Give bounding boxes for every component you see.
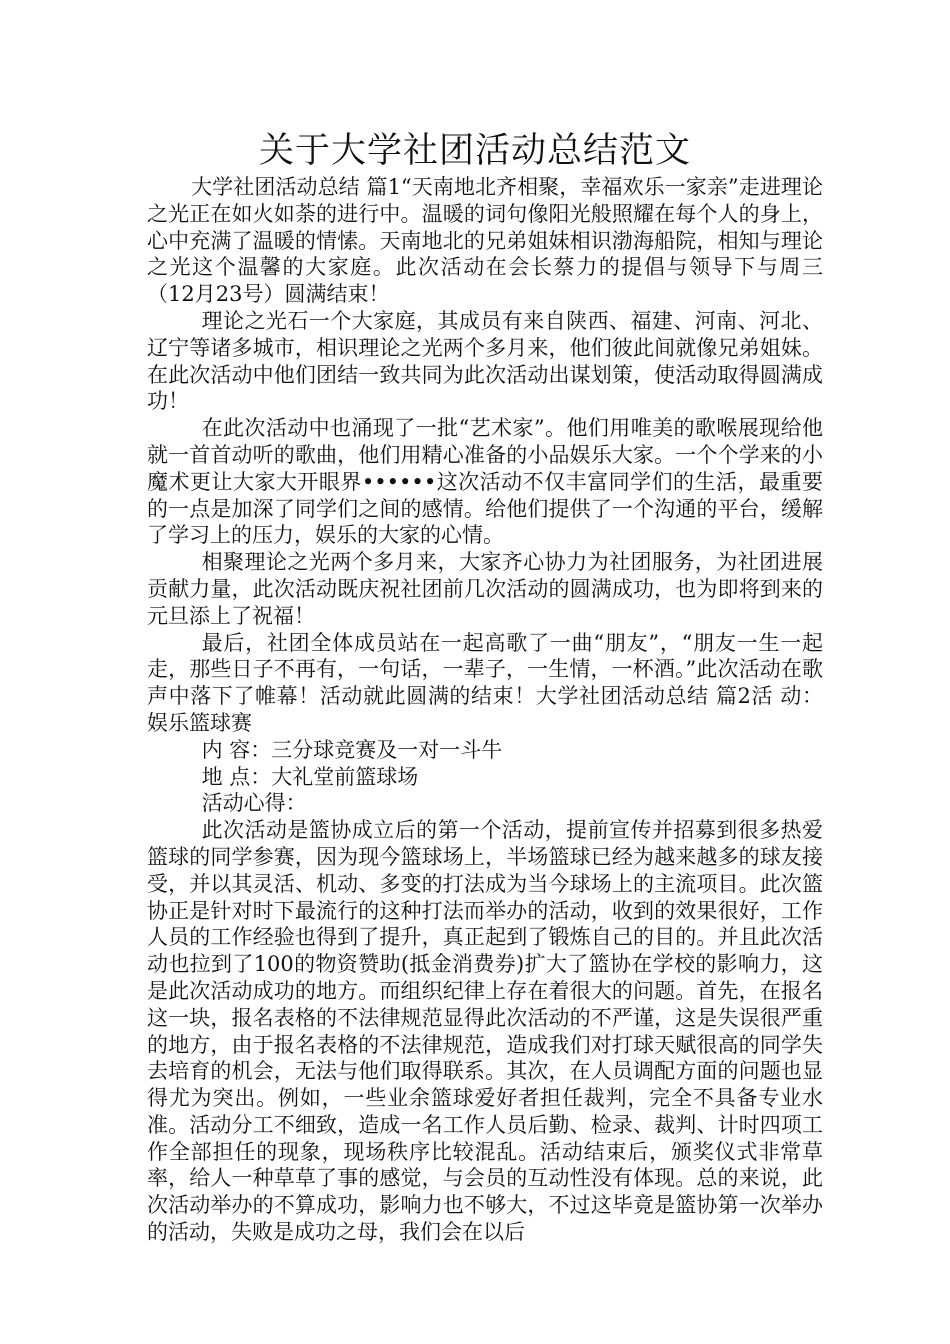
event-location-line: 地 点：大礼堂前篮球场 [201,764,419,789]
event-reflection-heading: 活动心得： [201,791,307,816]
paragraph-2: 理论之光石一个大家庭，其成员有来自陕西、福建、河南、河北、辽宁等诸多城市，相识理论之光两个多月来，他们彼此间就像兄弟姐妹。在此次活动中他们团结一致共同为此次活动出谋划策，使活动取得圆满成功！ [147,308,823,414]
document-body [147,174,823,1246]
paragraph-reflection: 此次活动是篮协成立后的第一个活动，提前宣传并招募到很多热爱篮球的同学参赛，因为现今篮球场上，半场篮球已经为越来越多的球友接受，并以其灵活、机动、多变的打法成为当今球场上的主流项目。此次篮协正是针对时下最流行的这种打法而举办的活动，收到的效果很好，工作人员的工作经验也得到了提升，真正起到了锻炼自己的目的。并且此次活动也拉到了100的物资赞助(抵金消费券)扩大了篮协在学校的影响力，这是此次活动成功的地方。而组织纪律上存在着很大的问题。首先，在报名这一块，报名表格的不法律规范显得此次活动的不严谨，这是失误很严重的地方，由于报名表格的不法律规范，造成我们对打球天赋很高的同学失去培育的机会，无法与他们取得联系。其次，在人员调配方面的问题也显得尤为突出。例如，一些业余篮球爱好者担任裁判，完全不具备专业水准。活动分工不细致，造成一名工作人员后勤、检录、裁判、计时四项工作全部担任的现象，现场秩序比较混乱。活动结束后，颁奖仪式非常草率，给人一种草草了事的感觉，与会员的互动性没有体现。总的来说，此次活动举办的不算成功，影响力也不够大，不过这毕竟是篮协第一次举办的活动，失败是成功之母，我们会在以后 [147,818,823,1245]
paragraph-3: 在此次活动中也涌现了一批“艺术家”。他们用唯美的歌喉展现给他就一首首动听的歌曲，他们用精心准备的小品娱乐大家。一个个学来的小魔术更让大家大开眼界••••••这次活动不仅丰富同学们的生活，最重要的一点是加深了同学们之间的感情。给他们提供了一个沟通的平台，缓解了学习上的压力，娱乐的大家的心情。 [147,416,823,548]
paragraph-5: 最后，社团全体成员站在一起高歌了一曲“朋友”，“朋友一生一起走，那些日子不再有，一句话，一辈子，一生情，一杯酒。”此次活动在歌声中落下了帷幕！活动就此圆满的结束！大学社团活动总结 篇2活 动：娱乐篮球赛 [147,630,823,735]
paragraph-1: 大学社团活动总结 篇1“天南地北齐相聚，幸福欢乐一家亲”走进理论之光正在如火如荼的进行中。温暖的词句像阳光般照耀在每个人的身上，心中充满了温暖的情愫。天南地北的兄弟姐妹相识渤海船院，相知与理论之光这个温馨的大家庭。此次活动在会长蔡力的提倡与领导下与周三（12月23号）圆满结束！ [147,175,823,307]
paragraph-4: 相聚理论之光两个多月来，大家齐心协力为社团服务，为社团进展贡献力量，此次活动既庆祝社团前几次活动的圆满成功，也为即将到来的元旦添上了祝福！ [147,550,823,628]
document-title: 关于大学社团活动总结范文 [258,131,691,171]
event-content-line: 内 容：三分球竞赛及一对一斗牛 [201,737,503,762]
